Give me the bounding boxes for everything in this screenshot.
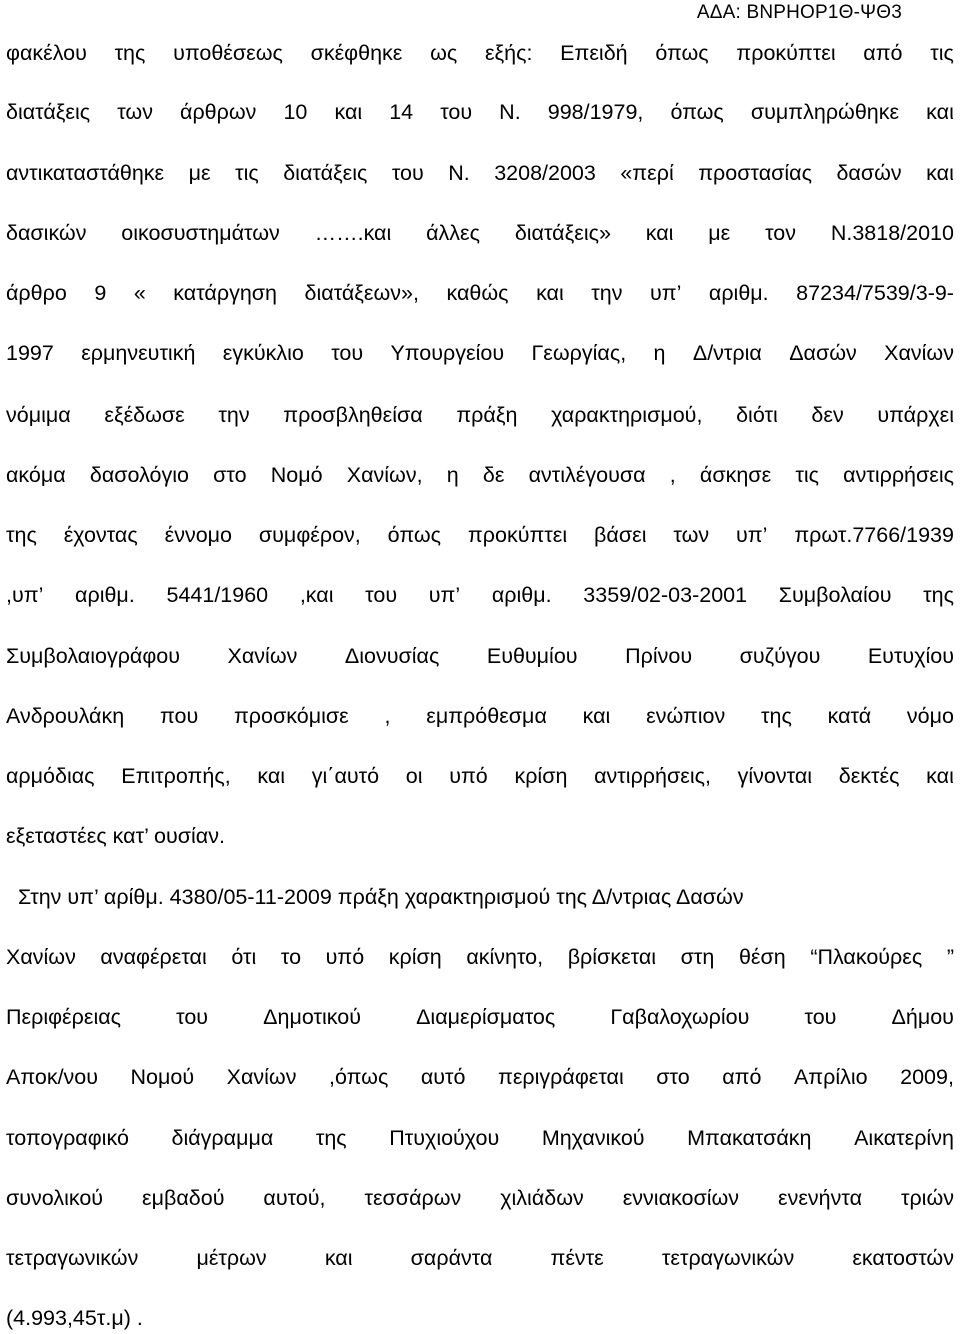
word: Πτυχιούχου: [389, 1126, 500, 1150]
word: γίνονται: [737, 764, 813, 788]
word: περιγράφεται: [497, 1065, 624, 1089]
word: τοπογραφικό: [6, 1126, 129, 1150]
word: από: [722, 1065, 762, 1089]
document-id: ΑΔΑ: ΒΝΡΗΟΡ1Θ-ΨΘ3: [696, 2, 902, 23]
word: αντιρρήσεις,: [594, 764, 711, 788]
word: Υπουργείου: [390, 341, 505, 365]
word: «: [133, 281, 146, 305]
word: Αικατερίνη: [854, 1126, 954, 1150]
word: ,: [669, 463, 676, 487]
word: άλλες: [426, 221, 480, 245]
word: και: [324, 1246, 353, 1270]
word: εξής:: [484, 41, 533, 65]
word: ενώπιον: [646, 704, 726, 728]
word: της: [315, 1126, 347, 1150]
word: πράξη: [456, 403, 518, 427]
word: γι΄αυτό: [311, 764, 380, 788]
word: δασικών: [6, 221, 87, 245]
word: ενενήντα: [778, 1186, 862, 1210]
text-line: [6, 823, 954, 849]
word: αρμόδιας: [6, 764, 95, 788]
word: τις: [930, 41, 954, 65]
text-line: [6, 280, 954, 306]
word: Μπακατσάκη: [687, 1126, 812, 1150]
word: ,και: [299, 583, 334, 607]
text-line: [6, 1305, 954, 1331]
word: υπό: [325, 945, 365, 969]
word: Νομό: [270, 463, 323, 487]
word: …….και: [314, 221, 392, 245]
word: τετραγωνικών: [661, 1246, 795, 1270]
word: θέση: [738, 945, 786, 969]
word: Απρίλιο: [793, 1065, 868, 1089]
word: ότι: [231, 945, 257, 969]
word: και: [926, 764, 954, 788]
word: αναφέρεται: [100, 945, 207, 969]
word: αντιρρήσεις: [843, 463, 954, 487]
word: δασολόγιο: [89, 463, 189, 487]
word: Δημοτικού: [263, 1005, 361, 1029]
text-line: [6, 1185, 954, 1211]
word: εγκύκλιο: [222, 341, 304, 365]
text-line: [6, 763, 954, 789]
word: τις: [795, 463, 819, 487]
word: με: [188, 161, 211, 185]
word: άσκησε: [699, 463, 772, 487]
word: της: [923, 583, 954, 607]
word: κατάργηση: [173, 281, 277, 305]
text-line: [6, 703, 954, 729]
text-line: [6, 944, 954, 970]
word: Χανίων: [884, 341, 954, 365]
word: και: [926, 161, 954, 185]
word: ακόμα: [6, 463, 66, 487]
word: Ν.3818/2010: [830, 221, 954, 245]
word: Χανίων: [6, 945, 76, 969]
word: του: [331, 341, 364, 365]
word: 87234/7539/3-9-: [796, 281, 954, 305]
word: αντικαταστάθηκε: [6, 161, 165, 185]
word: κρίση: [388, 945, 442, 969]
text-line: [6, 160, 954, 186]
word: της: [6, 523, 37, 547]
word: ,: [384, 704, 391, 728]
word: φακέλου: [6, 41, 87, 65]
word: διατάξεις: [6, 100, 91, 124]
word: του: [804, 1005, 837, 1029]
word: υπ’: [650, 281, 682, 305]
word: ,όπως: [329, 1065, 389, 1089]
word: με: [708, 221, 731, 245]
word: Νομού: [130, 1065, 195, 1089]
word: Χανίων: [226, 1065, 297, 1089]
word: Στην υπ’ αρίθμ. 4380/05-11-2009 πράξη χαρακτηρισμού της Δ/ντριας Δασών: [6, 885, 744, 909]
word: και: [257, 764, 286, 788]
word: της: [114, 41, 146, 65]
word: εμπρόθεσμα: [426, 704, 547, 728]
word: εξεταστέες κατ’ ουσίαν.: [6, 824, 225, 848]
word: πρωτ.7766/1939: [794, 523, 954, 547]
word: συζύγου: [739, 644, 821, 668]
word: συνολικού: [6, 1186, 104, 1210]
word: Γαβαλοχωρίου: [610, 1005, 750, 1029]
text-line: [6, 522, 954, 548]
word: αυτού,: [263, 1186, 326, 1210]
word: υπάρχει: [877, 403, 954, 427]
word: οικοσυστημάτων: [121, 221, 280, 245]
word: ”: [946, 945, 954, 969]
word: και: [536, 281, 564, 305]
word: ,υπ’: [6, 583, 44, 607]
word: στο: [656, 1065, 690, 1089]
word: Ανδρουλάκη: [6, 704, 125, 728]
word: άρθρων: [180, 100, 257, 124]
word: όπως: [387, 523, 442, 547]
word: η: [653, 341, 666, 365]
text-line: [6, 1064, 954, 1090]
word: ερμηνευτική: [81, 341, 196, 365]
word: διατάξεων»,: [304, 281, 419, 305]
word: άρθρο: [6, 281, 67, 305]
word: τριών: [900, 1186, 954, 1210]
word: Επειδή: [560, 41, 628, 65]
word: (4.993,45τ.μ) .: [6, 1306, 143, 1330]
text-line: [6, 582, 954, 608]
word: εμβαδού: [142, 1186, 225, 1210]
word: προστασίας: [698, 161, 812, 185]
word: αριθμ.: [491, 583, 552, 607]
word: Χανίων: [227, 644, 298, 668]
word: χιλιάδων: [500, 1186, 584, 1210]
word: προσβληθείσα: [283, 403, 423, 427]
word: του: [176, 1005, 209, 1029]
word: Συμβολαιογράφου: [6, 644, 181, 668]
word: προκύπτει: [467, 523, 568, 547]
word: της: [761, 704, 792, 728]
word: αυτό: [420, 1065, 466, 1089]
word: βρίσκεται: [567, 945, 657, 969]
word: ως: [430, 41, 458, 65]
word: δεν: [811, 403, 844, 427]
word: αντιλέγουσα: [528, 463, 646, 487]
word: η: [446, 463, 459, 487]
text-line: [6, 1125, 954, 1151]
word: χαρακτηρισμού,: [551, 403, 703, 427]
word: Ευθυμίου: [486, 644, 578, 668]
word: Χανίων,: [346, 463, 423, 487]
word: εκατοστών: [852, 1246, 954, 1270]
word: αριθμ.: [75, 583, 135, 607]
word: δασών: [836, 161, 902, 185]
word: 5441/1960: [166, 583, 269, 607]
word: έννομο: [164, 523, 232, 547]
text-line: [6, 1245, 954, 1271]
word: Διαμερίσματος: [416, 1005, 556, 1029]
word: 3359/02-03-2001: [583, 583, 748, 607]
word: διότι: [736, 403, 778, 427]
word: καθώς: [446, 281, 509, 305]
word: την: [218, 403, 250, 427]
word: στο: [213, 463, 247, 487]
word: 3208/2003: [494, 161, 596, 185]
word: κατά: [827, 704, 872, 728]
word: Περιφέρειας: [6, 1005, 122, 1029]
text-line: [6, 99, 954, 125]
word: διατάξεις»: [514, 221, 611, 245]
word: 9: [94, 281, 107, 305]
word: μέτρων: [196, 1246, 267, 1270]
word: του: [365, 583, 398, 607]
word: τετραγωνικών: [6, 1246, 139, 1270]
word: Διονυσίας: [344, 644, 440, 668]
text-line: [6, 220, 954, 246]
word: τις: [235, 161, 259, 185]
word: διάγραμμα: [171, 1126, 274, 1150]
text-line: [6, 462, 954, 488]
word: Ευτυχίου: [867, 644, 954, 668]
text-line: [6, 1004, 954, 1030]
word: τον: [765, 221, 796, 245]
word: στη: [680, 945, 715, 969]
word: 2009,: [900, 1065, 954, 1089]
word: προκύπτει: [736, 41, 836, 65]
word: Επιτροπής,: [121, 764, 231, 788]
word: ακίνητο,: [466, 945, 544, 969]
word: έχοντας: [63, 523, 138, 547]
word: και: [926, 100, 954, 124]
word: δε: [482, 463, 505, 487]
word: και: [582, 704, 611, 728]
word: 1997: [6, 341, 54, 365]
word: υποθέσεως: [173, 41, 283, 65]
word: που: [159, 704, 199, 728]
word: τεσσάρων: [364, 1186, 462, 1210]
word: Γεωργίας,: [531, 341, 627, 365]
word: όπως: [670, 100, 724, 124]
word: Αποκ/νου: [6, 1065, 99, 1089]
word: νόμιμα: [6, 403, 71, 427]
word: σαράντα: [410, 1246, 493, 1270]
word: Δ/ντρια: [692, 341, 762, 365]
word: υπ’: [428, 583, 461, 607]
word: το: [280, 945, 302, 969]
word: υπό: [449, 764, 488, 788]
word: από: [863, 41, 903, 65]
word: οι: [405, 764, 423, 788]
word: “Πλακούρες: [810, 945, 923, 969]
word: 10: [283, 100, 308, 124]
word: πέντε: [550, 1246, 604, 1270]
word: διατάξεις: [283, 161, 368, 185]
word: Μηχανικού: [541, 1126, 645, 1150]
word: των: [117, 100, 153, 124]
word: υπ’: [736, 523, 768, 547]
word: 14: [389, 100, 414, 124]
word: την: [591, 281, 623, 305]
word: Ν.: [448, 161, 470, 185]
text-line: [6, 884, 954, 910]
word: σκέφθηκε: [310, 41, 403, 65]
text-line: [6, 40, 954, 66]
word: δεκτές: [838, 764, 900, 788]
text-line: [6, 402, 954, 428]
word: προσκόμισε: [233, 704, 349, 728]
text-line: [6, 643, 954, 669]
word: Ν.: [499, 100, 521, 124]
word: 998/1979,: [547, 100, 644, 124]
word: αριθμ.: [708, 281, 769, 305]
word: όπως: [655, 41, 709, 65]
word: νόμο: [906, 704, 954, 728]
word: και: [334, 100, 363, 124]
word: εννιακοσίων: [622, 1186, 740, 1210]
word: εξέδωσε: [104, 403, 185, 427]
word: «περί: [620, 161, 674, 185]
word: κρίση: [514, 764, 568, 788]
word: Συμβολαίου: [778, 583, 892, 607]
word: βάσει: [594, 523, 647, 547]
text-line: [6, 340, 954, 366]
word: και: [645, 221, 674, 245]
word: του: [440, 100, 473, 124]
word: Δασών: [789, 341, 857, 365]
word: συμφέρον,: [258, 523, 361, 547]
word: του: [391, 161, 424, 185]
word: Δήμου: [891, 1005, 954, 1029]
word: Πρίνου: [625, 644, 693, 668]
word: συμπληρώθηκε: [750, 100, 900, 124]
word: των: [673, 523, 710, 547]
